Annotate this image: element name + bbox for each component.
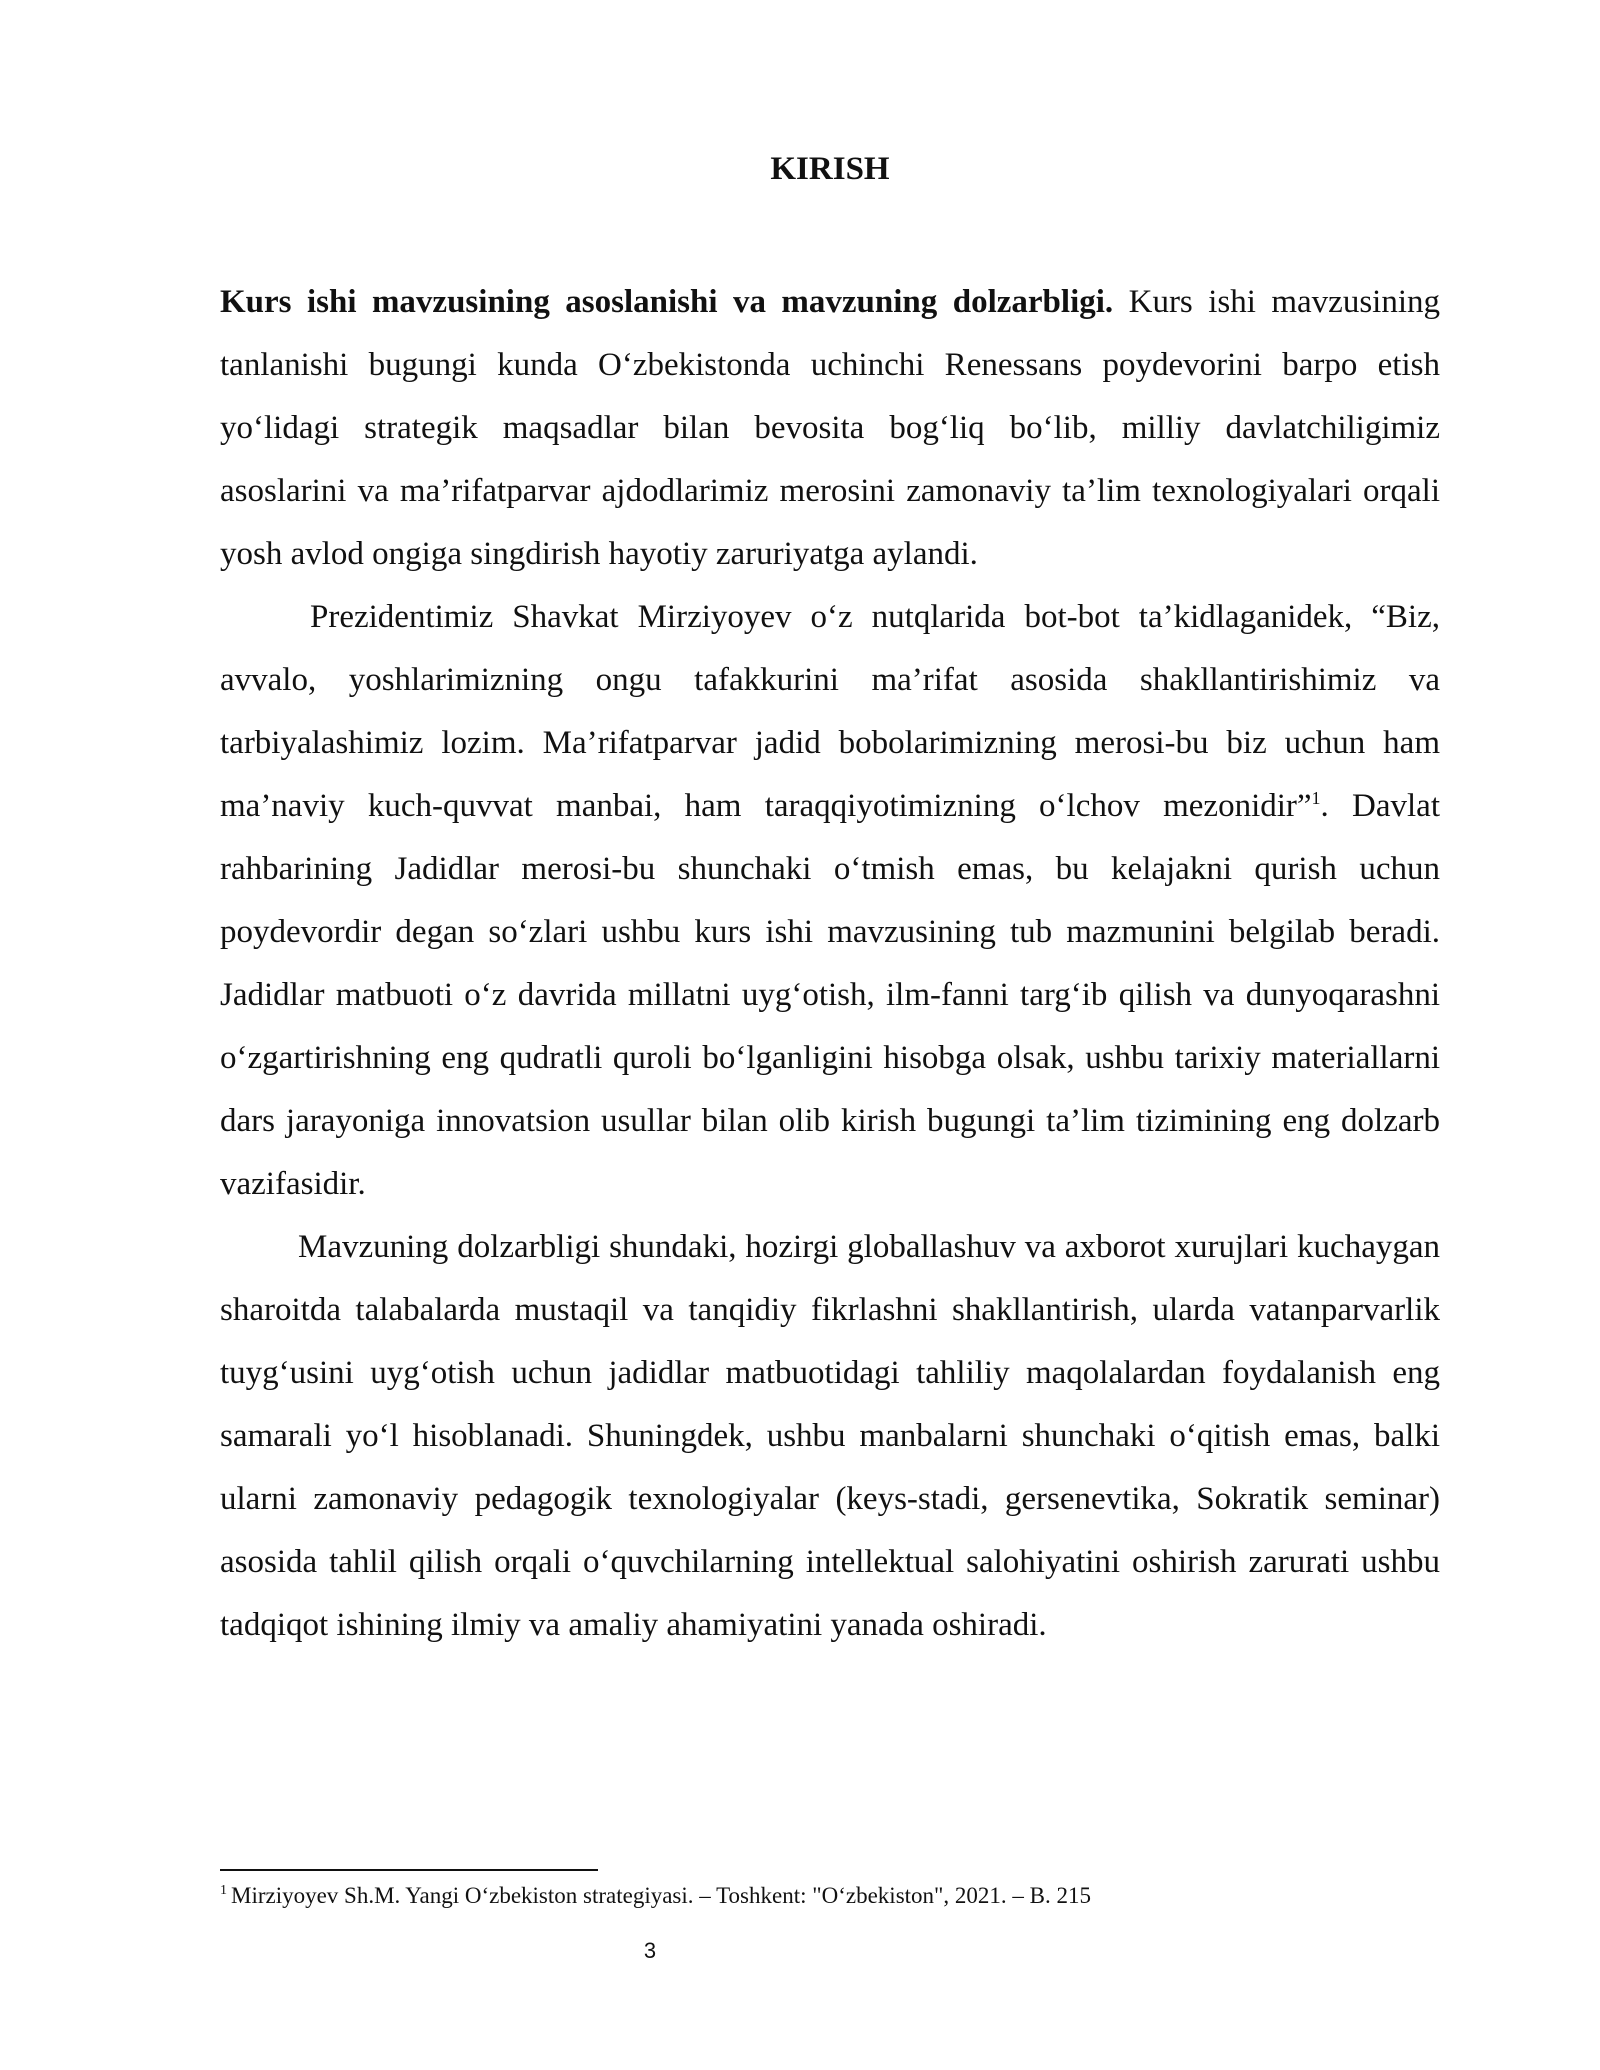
paragraph-3 <box>220 1216 1440 1657</box>
paragraph-2-text: . Davlat rahbarining Jadidlar merosi-bu shunchaki o‘tmish emas, bu kelajakni qurish uchun poydevordir degan so‘zlari ushbu kurs ishi mavzusining tub mazmunini belgilab beradi. Jadidlar matbuoti o‘z davrida millatni uyg‘otish, ilm-fanni targ‘ib qilish va dunyoqarashni o‘zgartirishning eng qudratli quroli bo‘lganligini hisobga olsak, ushbu tarixiy materiallarni dars jarayoniga innovatsion usullar bilan olib kirish bugungi ta’lim tizimining eng dolzarb vazifasidir. <box>220 788 1440 1202</box>
section-heading: KIRISH <box>770 151 890 187</box>
body-text <box>220 271 1440 1657</box>
paragraph-1 <box>220 271 1440 586</box>
footnote-number: 1 <box>220 1883 227 1899</box>
paragraph-1-text: Kurs ishi mavzusining tanlanishi bugungi kunda O‘zbekistonda uchinchi Renessans poydevorini barpo etish yo‘lidagi strategik maqsadlar bilan bevosita bog‘liq bo‘lib, milliy davlatchiligimiz asoslarini va ma’rifatparvar ajdodlarimiz merosini zamonaviy ta’lim texnologiyalari orqali yosh avlod ongiga singdirish hayotiy zaruriyatga aylandi. <box>220 284 1440 572</box>
paragraph-3-text: Mavzuning dolzarbligi shundaki, hozirgi globallashuv va axborot xurujlari kuchaygan sharoitda talabalarda mustaqil va tanqidiy fikrlashni shakllantirish, ularda vatanparvarlik tuyg‘usini uyg‘otish uchun jadidlar matbuotidagi tahliliy maqolalardan foydalanish eng samarali yo‘l hisoblanadi. Shuningdek, ushbu manbalarni shunchaki o‘qitish emas, balki ularni zamonaviy pedagogik texnologiyalar (keys-stadi, gersenevtika, Sokratik seminar) asosida tahlil qilish orqali o‘quvchilarning intellektual salohiyatini oshirish zarurati ushbu tadqiqot ishining ilmiy va amaliy ahamiyatini yanada oshiradi. <box>220 1229 1440 1643</box>
footnote-text: Mirziyoyev Sh.M. Yangi O‘zbekiston strategiyasi. – Toshkent: "O‘zbekiston", 2021. – B. 215 <box>231 1883 1092 1908</box>
paragraph-1-bold-lead: Kurs ishi mavzusining asoslanishi va mavzuning dolzarbligi. <box>220 284 1114 320</box>
footnote-separator <box>220 1869 598 1871</box>
paragraph-2 <box>220 586 1440 1216</box>
page-number: 3 <box>643 1938 657 1963</box>
footnote-reference[interactable]: 1 <box>1311 788 1321 808</box>
footnote <box>220 1881 1440 1911</box>
paragraph-2-quote-text: Prezidentimiz Shavkat Mirziyoyev o‘z nutqlarida bot-bot ta’kidlaganidek, “Biz, avvalo, yoshlarimizning ongu tafakkurini ma’rifat asosida shakllantirishimiz va tarbiyalashimiz lozim. Ma’rifatparvar jadid bobolarimizning merosi-bu biz uchun ham ma’naviy kuch-quvvat manbai, ham taraqqiyotimizning o‘lchov mezonidir” <box>220 599 1440 824</box>
